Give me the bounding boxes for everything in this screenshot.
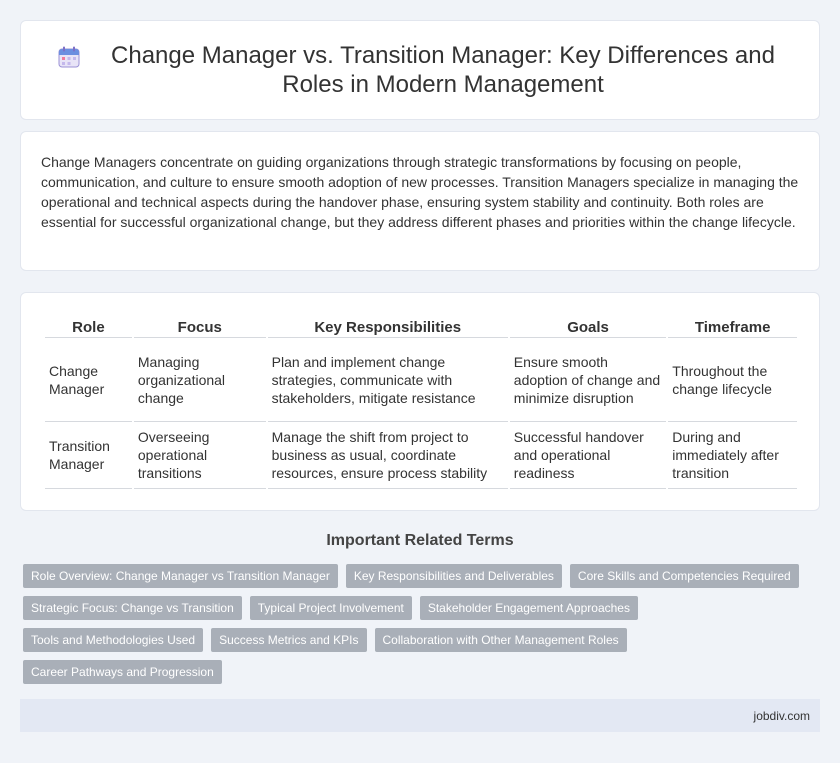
related-terms-heading: Important Related Terms: [326, 532, 514, 549]
column-header-role: Role: [45, 315, 132, 338]
intro-paragraph: Change Managers concentrate on guiding organizations through strategic transformations by focusing on people, communication, and culture to ensure smooth adoption of new processes. Transition Managers specialize in managing the operational and technical aspects during the handover phase, ensuring system stability and continuity. Both roles are essential for successful organizational change, but they address different phases and priorities within the change lifecycle.: [41, 154, 799, 230]
title-wrap: [21, 21, 819, 119]
column-header-timeframe: Timeframe: [668, 315, 797, 338]
page-title: Change Manager vs. Transition Manager: Key Differences and Roles in Modern Management: [111, 42, 775, 98]
table-cell-timeframe: During and immediately after transition: [668, 422, 797, 489]
related-term-tag[interactable]: Collaboration with Other Management Roles: [375, 628, 627, 652]
table-cell-responsibilities: Manage the shift from project to business as usual, coordinate resources, ensure process stability: [268, 422, 508, 489]
related-term-tag[interactable]: Core Skills and Competencies Required: [570, 564, 799, 588]
comparison-table-card: [20, 292, 820, 511]
table-cell-focus: Managing organizational change: [134, 338, 266, 422]
footer-site-link[interactable]: jobdiv.com: [753, 709, 810, 723]
table-cell-role: Transition Manager: [45, 422, 132, 489]
related-term-tag[interactable]: Success Metrics and KPIs: [211, 628, 366, 652]
related-term-tag[interactable]: Tools and Methodologies Used: [23, 628, 203, 652]
related-term-tag[interactable]: Key Responsibilities and Deliverables: [346, 564, 562, 588]
table-cell-role: Change Manager: [45, 338, 132, 422]
related-term-tag[interactable]: Typical Project Involvement: [250, 596, 412, 620]
column-header-key-responsibilities: Key Responsibilities: [268, 315, 508, 338]
related-terms-list: [23, 564, 803, 684]
related-term-tag[interactable]: Role Overview: Change Manager vs Transition Manager: [23, 564, 338, 588]
footer: [20, 699, 820, 732]
related-term-tag[interactable]: Stakeholder Engagement Approaches: [420, 596, 638, 620]
calendar-icon: [57, 45, 81, 69]
table-cell-responsibilities: Plan and implement change strategies, communicate with stakeholders, mitigate resistance: [268, 338, 508, 422]
table-cell-timeframe: Throughout the change lifecycle: [668, 338, 797, 422]
header-card: [20, 20, 820, 120]
column-header-goals: Goals: [510, 315, 666, 338]
column-header-focus: Focus: [134, 315, 266, 338]
table-header-row: [45, 315, 797, 338]
comparison-table: [43, 315, 799, 489]
table-row: [45, 338, 797, 422]
table-cell-goals: Successful handover and operational readiness: [510, 422, 666, 489]
intro-card: [20, 131, 820, 271]
related-term-tag[interactable]: Strategic Focus: Change vs Transition: [23, 596, 242, 620]
table-row: [45, 422, 797, 489]
related-term-tag[interactable]: Career Pathways and Progression: [23, 660, 222, 684]
table-cell-focus: Overseeing operational transitions: [134, 422, 266, 489]
table-cell-goals: Ensure smooth adoption of change and minimize disruption: [510, 338, 666, 422]
